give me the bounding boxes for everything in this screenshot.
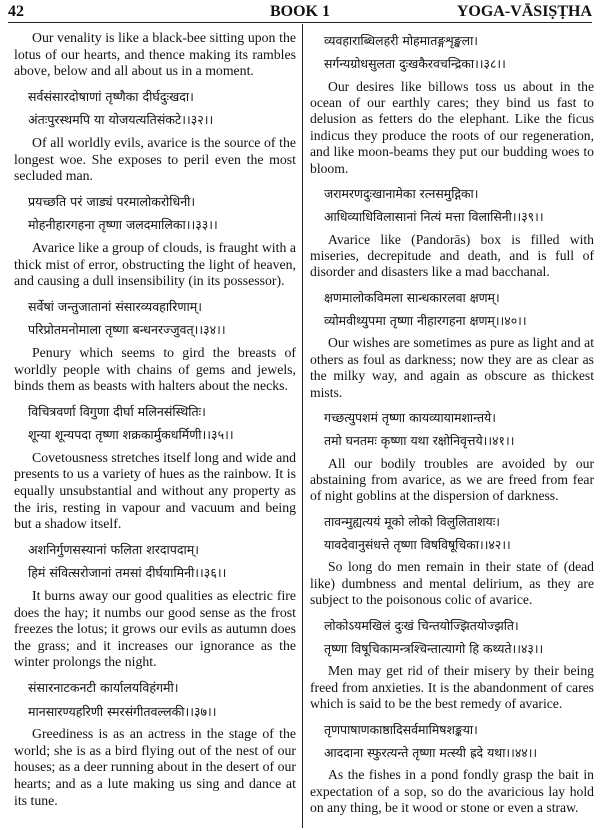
translation-paragraph: Greediness is as an actress in the stage of the world; she is as a bird flying out of the nest of our houses; as a deer running about in the desert of our hearts; and as a lute making us sing and dance at its tune.: [14, 726, 296, 808]
page-number: 42: [8, 3, 24, 20]
translation-paragraph: Men may get rid of their misery by their being freed from anxieties. It is the abandonment of cares which is said to be the best remedy of avarice.: [310, 663, 594, 712]
sanskrit-verse-line: लोकोऽयमखिलं दुःखं चिन्तयोज्झितयोज्झति।: [324, 617, 519, 633]
translation-paragraph: As the fishes in a pond fondly grasp the bait in expectation of a sop, so do the avaricious lay hold on any thing, be it wood or stone or even a straw.: [310, 767, 594, 815]
sanskrit-verse-line: यावदेवानुसंधत्ते तृष्णा विषविषूचिका।।४२।।: [324, 537, 511, 553]
sanskrit-verse-line: व्योमवीथ्युपमा तृष्णा नीहारगहना क्षणम्।।४०।।: [324, 313, 527, 329]
translation-paragraph: Our wishes are sometimes as pure as light and at others as foul as darkness; now they are as clear as the milky way, and again as obscure as thickest mists.: [310, 335, 594, 400]
running-head-book: BOOK 1: [269, 3, 330, 20]
sanskrit-verse-line: शून्या शून्यपदा तृष्णा शक्रकार्मुकधर्मिणी।।३५।।: [28, 427, 234, 443]
translation-paragraph: It burns away our good qualities as electric fire does the hay; it numbs our good sense as the frost freezes the lotus; it grows our evils as autumn does the grass; and it increases our ignorance as the winter prolongs the night.: [14, 588, 296, 670]
left-column: [14, 30, 296, 815]
sanskrit-verse-line: व्यवहाराब्धिलहरी मोहमातङ्गशृङ्खला।: [324, 33, 478, 48]
running-head-title: YOGA-VĀSIṢṬHA: [456, 3, 592, 20]
sanskrit-verse-line: आधिव्याधिविलासानां नित्यं मत्ता विलासिनी।।३९।।: [324, 209, 544, 225]
translation-paragraph: Avarice like a group of clouds, is fraught with a thick mist of error, obstructing the light of heaven, and causing a dull insensibility (in its possessor).: [14, 239, 296, 289]
sanskrit-verse-line: तावन्मुह्यत्ययं मूको लोको विलुलिताशयः।: [324, 513, 500, 529]
sanskrit-verse-line: सर्वसंसारदोषाणां तृष्णैका दीर्घदुःखदा।: [28, 88, 194, 104]
translation-paragraph: Penury which seems to gird the breasts of worldly people with chains of gems and jewels, binds them as beasts with halters about the necks.: [14, 344, 296, 394]
translation-paragraph: All our bodily troubles are avoided by our abstaining from avarice, as we are freed from fear of night goblins at the dispersion of darkness.: [310, 455, 594, 504]
sanskrit-verse-line: सर्गन्यग्रोधसुलता दुःखकैरवचन्द्रिका।।३८।।: [324, 56, 506, 72]
sanskrit-verse-line: तृष्णा विषूचिकामन्त्रश्चिन्तात्यागो हि कथ्यते।।४३।।: [324, 640, 544, 656]
header-rule: [8, 22, 592, 23]
sanskrit-verse-line: मोहनीहारगहना तृष्णा जलदमालिका।।३३।।: [28, 217, 218, 233]
sanskrit-verse-line: सर्वेषां जन्तुजातानां संसारव्यवहारिणाम्।: [28, 298, 202, 314]
translation-paragraph: Of all worldly evils, avarice is the source of the longest woe. She exposes to peril even the most secluded man.: [14, 134, 296, 184]
sanskrit-verse-line: अशनिर्गुणसस्यानां फलिता शरदापदाम्।: [28, 541, 200, 557]
sanskrit-verse-line: हिमं संवित्सरोजानां तमसां दीर्घयामिनी।।३६।।: [28, 565, 227, 581]
sanskrit-verse-line: क्षणमालोकविमला सान्धकारलवा क्षणम्।: [324, 289, 500, 305]
sanskrit-verse-line: आददाना स्फुरत्यन्ते तृष्णा मत्स्यी ह्रदे यथा।।४४।।: [324, 744, 538, 760]
sanskrit-verse-line: तमो घनतमः कृष्णा यथा रक्षोनिवृत्तये।।४१।।: [324, 433, 515, 449]
sanskrit-verse-line: मानसारण्यहरिणी स्मरसंगीतवल्लकी।।३७।।: [28, 703, 217, 719]
translation-paragraph: Avarice like (Pandorās) box is filled with miseries, decrepitude and death, and is full of disorder and disasters like a mad bacchanal.: [310, 231, 594, 280]
right-column: [310, 30, 594, 822]
translation-paragraph: Our desires like billows toss us about in the ocean of our earthly cares; they bind us fast to delusion as fetters do the elephant. Like the ficus indicus they produce the roots of our regeneration, and like moon-beams they put our budding woes to bloom.: [310, 78, 594, 176]
sanskrit-verse-line: अंतःपुरस्थमपि या योजयत्यतिसंकटे।।३२।।: [28, 112, 214, 128]
page-header: [8, 2, 592, 22]
translation-paragraph: So long do men remain in their state of (dead like) dumbness and mental delirium, as they are subject to the poisonous colic of avarice.: [310, 559, 594, 608]
column-divider: [302, 24, 303, 828]
translation-paragraph: Our venality is like a black-bee sitting upon the lotus of our hearts, and thence making its rambles above, below and all about us in a moment.: [14, 30, 296, 79]
sanskrit-verse-line: परिप्रोतमनोमाला तृष्णा बन्धनरज्जुवत्।।३४।।: [28, 322, 226, 338]
sanskrit-verse-line: गच्छत्युपशमं तृष्णा कायव्यायामशान्तये।: [324, 410, 496, 426]
translation-paragraph: Covetousness stretches itself long and wide and presents to us a variety of hues as the rainbow. It is equally unsubstantial and without any property as the iris, resting in vapour and vacuum and being but a shadow itself.: [14, 449, 296, 532]
sanskrit-verse-line: संसारनाटकनटी कार्यालयविहंगमी।: [28, 680, 179, 695]
sanskrit-verse-line: प्रयच्छति परं जाड्यं परमालोकरोधिनी।: [28, 193, 196, 209]
sanskrit-verse-line: तृणपाषाणकाष्ठादिसर्वमामिषशङ्कया।: [324, 721, 478, 737]
sanskrit-verse-line: विचित्रवर्णा विगुणा दीर्घा मलिनसंस्थितिः।: [28, 403, 206, 419]
sanskrit-verse-line: जरामरणदुःखानामेका रत्नसमुद्गिका।: [324, 186, 479, 202]
